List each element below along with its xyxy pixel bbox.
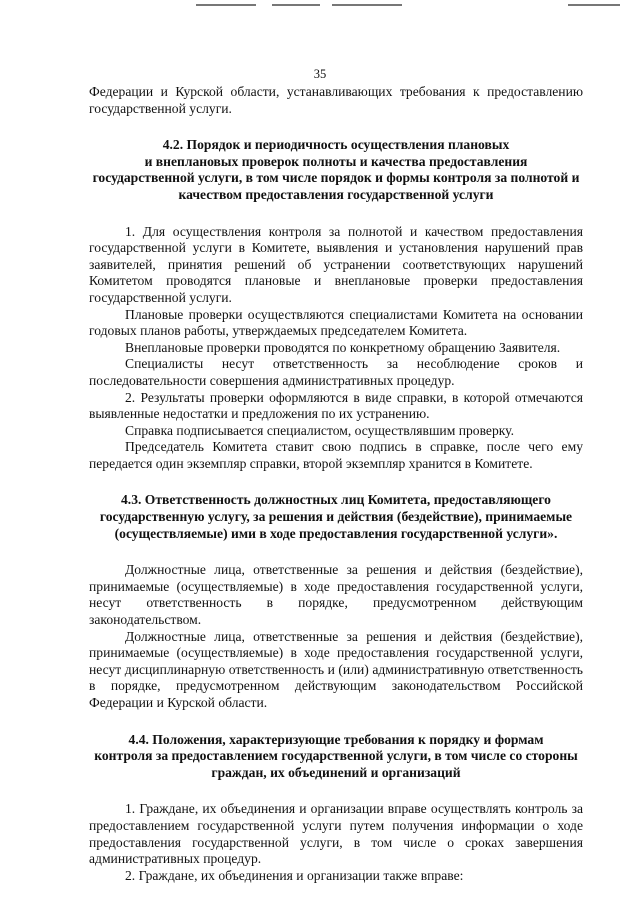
section-heading-4-2 — [89, 137, 583, 203]
heading-line: государственной услуги, в том числе порядок и формы контроля за полнотой и — [92, 170, 580, 186]
paragraph: Справка подписывается специалистом, осуществлявшим проверку. — [125, 422, 514, 438]
paragraph: Председатель Комитета ставит свою подпись в справке, после чего ему передается один экземпляр справки, второй экземпляр хранится в Комитете. — [89, 439, 583, 471]
scan-artifact-line — [568, 4, 620, 6]
paragraph: 1. Для осуществления контроля за полнотой и качеством предоставления государственной услуги в Комитете, выявления и установления нарушений прав заявителей, принятия решений об устранении соответствующих нарушений Комитетом проводятся плановые и внеплановые проверки предоставления государственной услуги. — [89, 223, 583, 305]
scan-artifact-line — [272, 4, 320, 6]
paragraph: Должностные лица, ответственные за решения и действия (бездействие), принимаемые (осуществляемые) в ходе предоставления государственной услуги, несут дисциплинарную ответственность и (или) административную ответственность в порядке, предусмотренном действующим законодательством Российской Федерации и Курской области. — [89, 628, 583, 710]
scan-artifact-line — [332, 4, 402, 6]
heading-line: контроля за предоставлением государственной услуги, в том числе со стороны — [94, 748, 578, 764]
document-body — [89, 84, 583, 884]
section-heading-4-4 — [89, 732, 583, 782]
heading-line: качеством предоставления государственной услуги — [178, 186, 494, 202]
heading-line: (осуществляемые) ими в ходе предоставления государственной услуги». — [114, 525, 558, 541]
paragraph: 2. Результаты проверки оформляются в виде справки, в которой отмечаются выявленные недостатки и предложения по их устранению. — [89, 389, 583, 422]
paragraph: Специалисты несут ответственность за несоблюдение сроков и последовательности совершения административных процедур. — [89, 356, 583, 388]
paragraph: Внеплановые проверки проводятся по конкретному обращению Заявителя. — [125, 339, 561, 355]
section-heading-4-3 — [89, 492, 583, 542]
heading-line: 4.4. Положения, характеризующие требования к порядку и формам — [128, 731, 544, 747]
paragraph: Должностные лица, ответственные за решения и действия (бездействие), принимаемые (осуществляемые) в ходе предоставления государственной услуги, несут ответственность в порядке, предусмотренном действующим законодательством. — [89, 562, 583, 628]
heading-line: и внеплановых проверок полноты и качества предоставления — [144, 153, 528, 169]
heading-line: 4.3. Ответственность должностных лиц Комитета, предоставляющего — [121, 492, 551, 508]
paragraph: 2. Граждане, их объединения и организации также вправе: — [125, 867, 464, 883]
intro-paragraph: Федерации и Курской области, устанавливающих требования к предоставлению государственной услуги. — [89, 84, 583, 116]
paragraph: 1. Граждане, их объединения и организации вправе осуществлять контроль за предоставлением государственной услуги путем получения информации о ходе предоставления государственной услуги, в том числе о сроках завершения административных процедур. — [89, 801, 583, 867]
heading-line: государственную услугу, за решения и действия (бездействие), принимаемые — [99, 509, 573, 525]
heading-line: 4.2. Порядок и периодичность осуществления плановых — [162, 137, 510, 153]
paragraph: Плановые проверки осуществляются специалистами Комитета на основании годовых планов работы, утверждаемых председателем Комитета. — [89, 306, 583, 339]
page-number: 35 — [313, 67, 327, 81]
heading-line: граждан, их объединений и организаций — [211, 764, 461, 780]
scan-artifact-line — [196, 4, 256, 6]
scan-top-edge — [0, 0, 640, 10]
